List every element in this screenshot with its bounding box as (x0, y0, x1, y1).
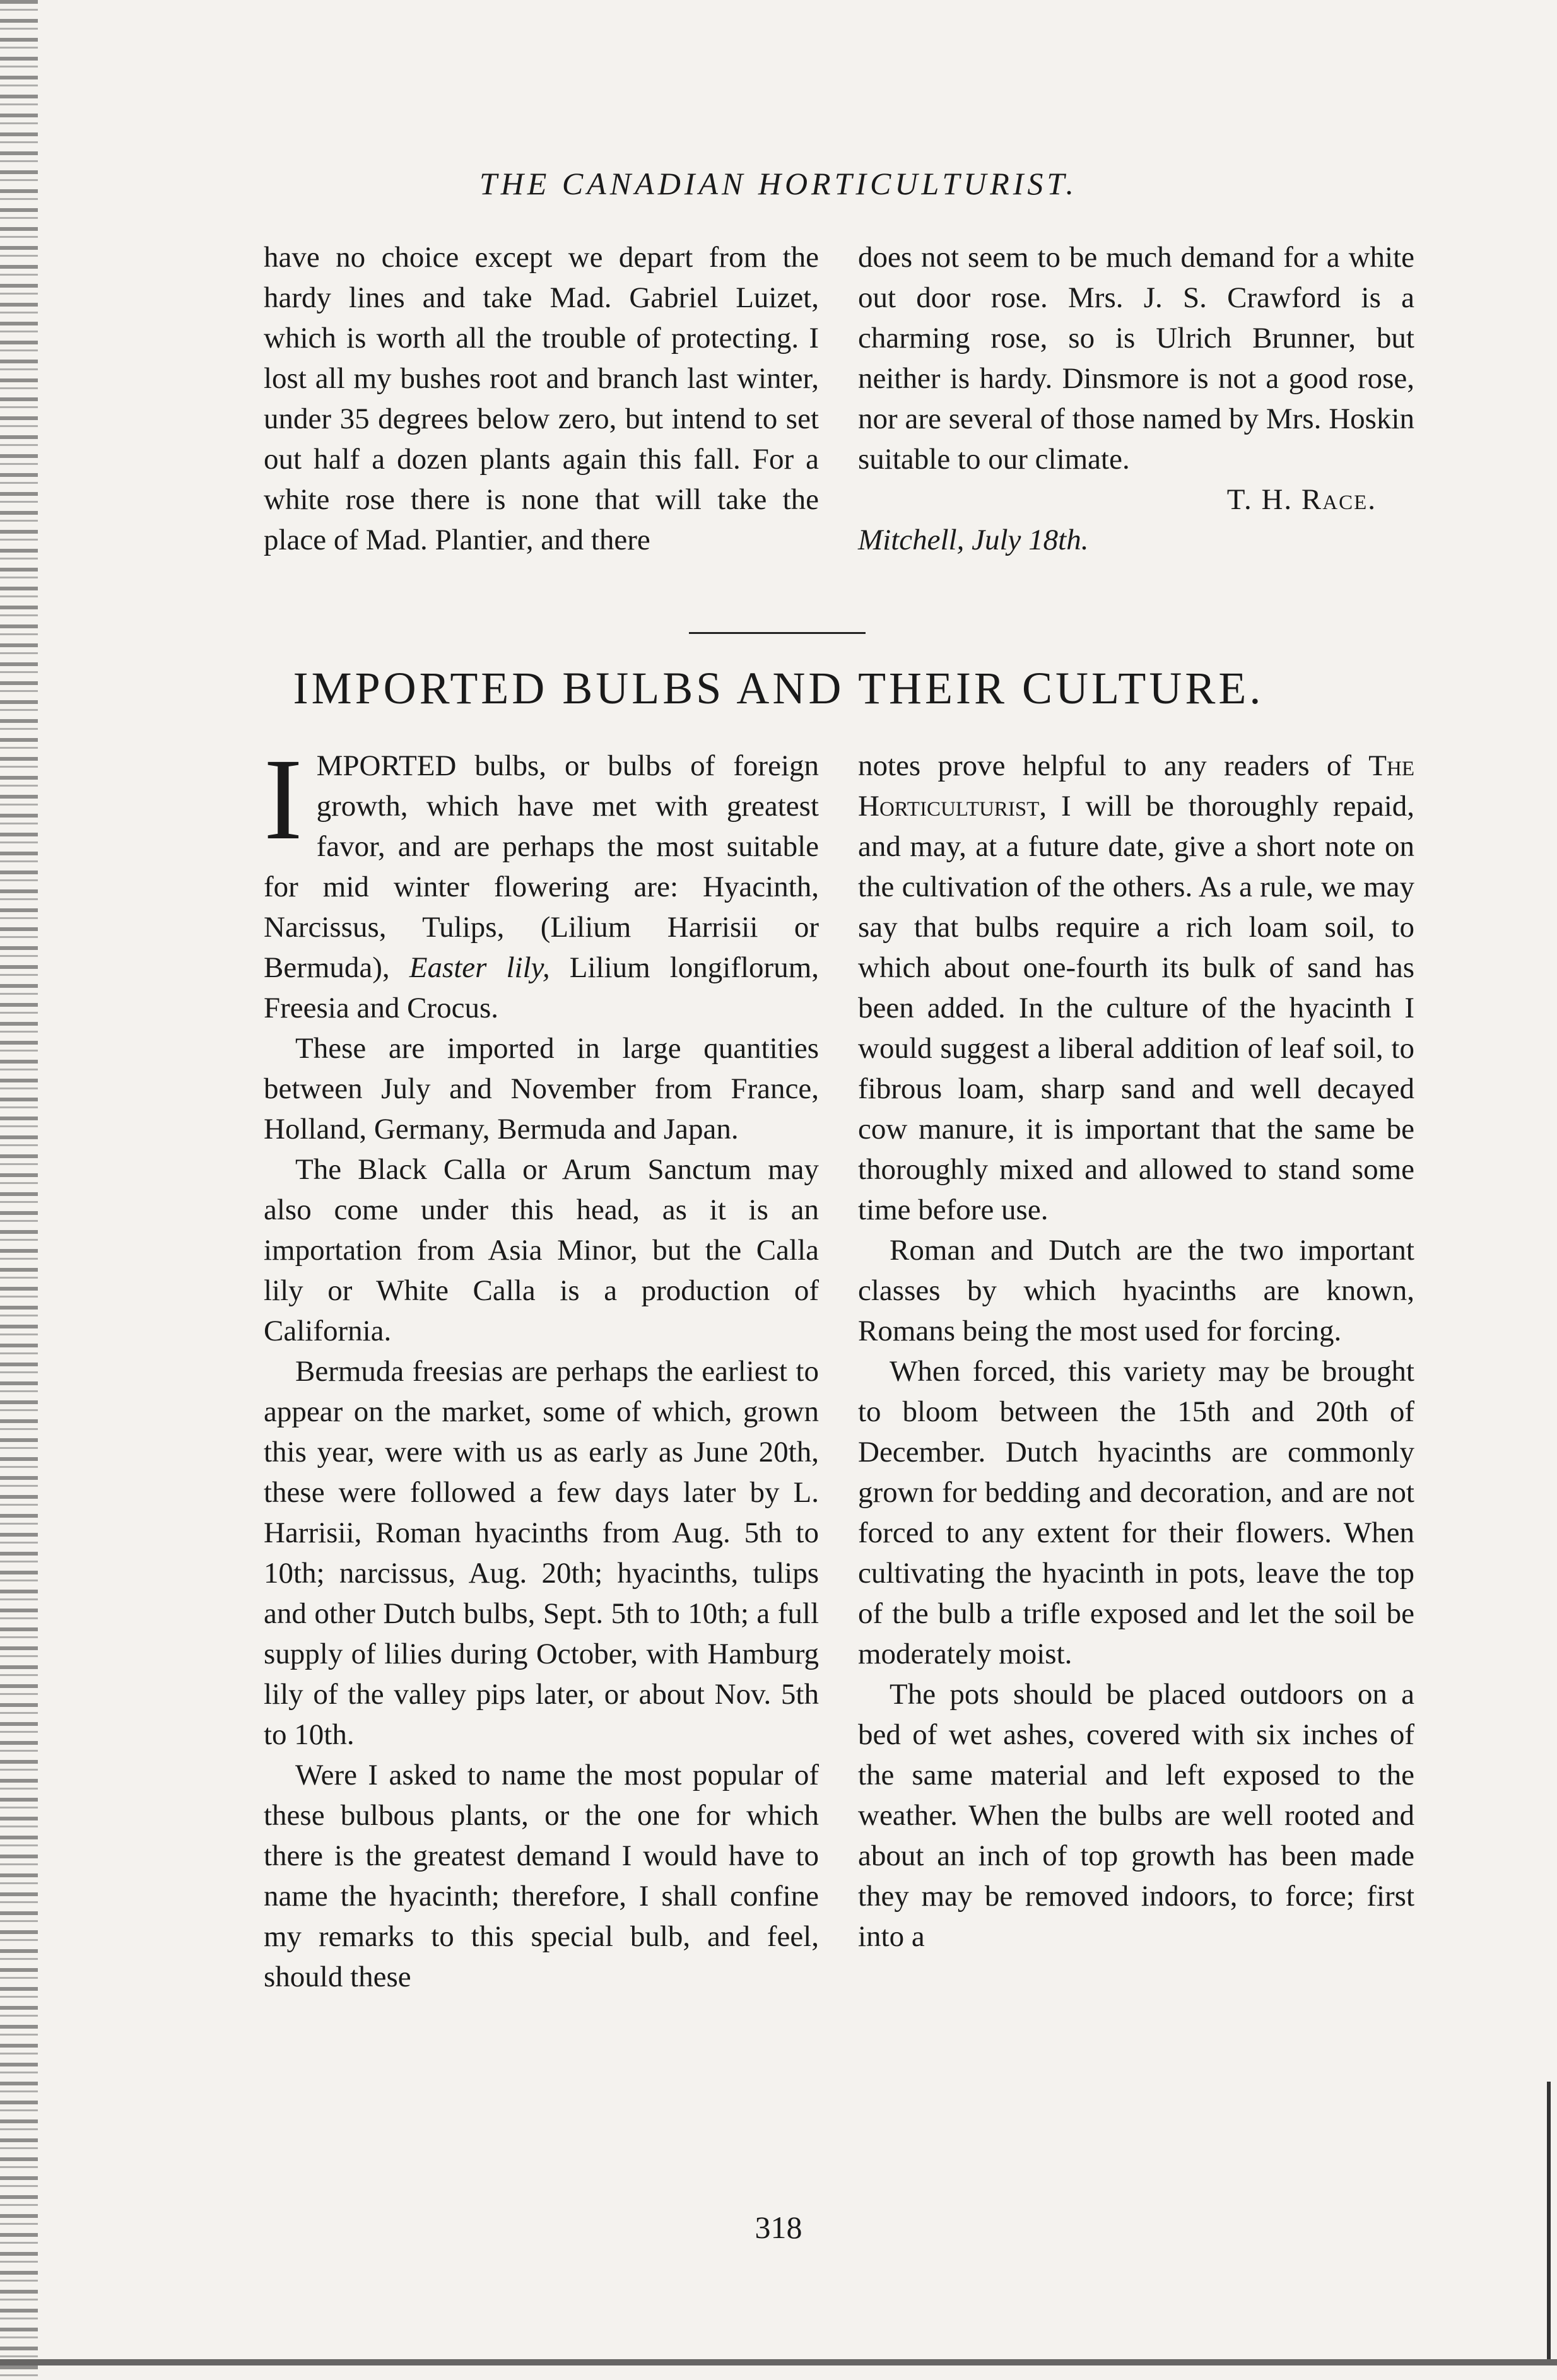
page-bottom-edge (0, 2359, 1557, 2365)
prev-article-left-text: have no choice except we depart from the hardy lines and take Mad. Gabriel Luizet, which is worth all the trouble of protecting. I lost all my bushes root and branch last winter, under 35 degrees below zero, but intend to set out half a dozen plants again this fall. For a white rose there is none that will take the place of Mad. Plantier, and there (264, 241, 819, 556)
article-first-paragraph (264, 735, 820, 1028)
page-number: 318 (755, 2210, 802, 2245)
article-paragraph: These are imported in large quantities between July and November from France, Holland, Germany, Bermuda and Japan. (264, 1032, 819, 1146)
article-paragraph: The Black Calla or Arum Sanctum may also come under this head, as it is an importation from Asia Minor, but the Calla lily or White Calla is a production of California. (264, 1153, 819, 1347)
article-paragraph: Bermuda freesias are perhaps the earliest to appear on the market, some of which, grown this year, were with us as early as June 20th, these were followed a few days later by L. Harrisii, Roman hyacinths from Aug. 5th to 10th; narcissus, Aug. 20th; hyacinths, tulips and other Dutch bulbs, Sept. 5th to 10th; a full supply of lilies during October, with Hamburg lily of the valley pips later, or about Nov. 5th to 10th. (264, 1355, 819, 1751)
article-right-column (858, 746, 1414, 1957)
article-paragraph: Roman and Dutch are the two important classes by which hyacinths are known, Romans being the most used for forcing. (858, 1234, 1414, 1347)
article-signer: T. H. Race. (1226, 483, 1377, 516)
prev-article-left-column (264, 237, 819, 560)
first-paragraph-italic: Easter lily, (409, 951, 550, 984)
prev-article-right-column (858, 237, 1414, 560)
prev-article-right-text: does not seem to be much demand for a white out door rose. Mrs. J. S. Crawford is a charming rose, so is Ulrich Brunner, but neither is hardy. Dinsmore is not a good rose, nor are several of those named by Mrs. Hoskin suitable to our climate. (858, 241, 1414, 476)
article-paragraph: The pots should be placed outdoors on a bed of wet ashes, covered with six inches of the same material and left exposed to the weather. When the bulbs are well rooted and about an inch of top growth has been made they may be removed indoors, to force; first into a (858, 1678, 1414, 1953)
publication-name: The Horticulturist, (858, 749, 1414, 823)
article-left-column (264, 735, 820, 1997)
continued-text-rest: I will be thoroughly repaid, and may, at a future date, give a short note on the cultivation of the others. As a rule, we may say that bulbs require a rich loam soil, to which about one-fourth its bulk of sand has been added. In the culture of the hyacinth I would suggest a liberal addition of leaf soil, to fibrous loam, sharp sand and well decayed cow manure, it is important that the same be thoroughly mixed and allowed to stand some time before use. (858, 790, 1415, 1226)
article-paragraph-continued (858, 746, 1414, 1230)
article-dateline: Mitchell, July 18th. (858, 524, 1089, 556)
article-paragraph: Were I asked to name the most popular of these bulbous plants, or the one for which there is the greatest demand I would have to name the hyacinth; therefore, I shall confine my remarks to this special bulb, and feel, should these (264, 1759, 819, 1993)
section-divider (689, 632, 866, 634)
drop-cap: I (264, 735, 303, 864)
running-head: THE CANADIAN HORTICULTURIST. (479, 166, 1078, 201)
scanned-binding-edge (0, 0, 38, 2380)
continued-text-start: notes prove helpful to any readers of (858, 749, 1352, 782)
article-title: IMPORTED BULBS AND THEIR CULTURE. (293, 663, 1264, 713)
first-paragraph-end: Lilium longiflorum, Freesia and Crocus. (264, 951, 820, 1024)
first-paragraph-text: MPORTED bulbs, or bulbs of foreign growth, which have met with greatest favor, and are perhaps the most suitable for mid winter flowering are: Hyacinth, Narcissus, Tulips, (Lilium Harrisii or Bermuda), (264, 749, 819, 984)
article-paragraph: When forced, this variety may be brought to bloom between the 15th and 20th of December. Dutch hyacinths are commonly grown for bedding and decoration, and are not forced to any extent for their flowers. When cultivating the hyacinth in pots, leave the top of the bulb a trifle exposed and let the soil be moderately moist. (858, 1355, 1414, 1670)
